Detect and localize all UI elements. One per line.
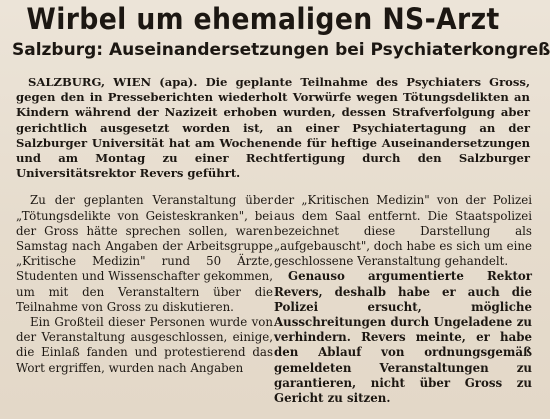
lead-paragraph: SALZBURG, WIEN (apa). Die geplante Teilnahme des Psychiaters Gross, gegen den in Presseberichten wiederholt Vorwürfe wegen Tötungsdelikten an Kindern während der Nazizeit erhoben wurden, dessen Strafverfolgung aber gerichtlich ausgesetzt worden ist, an einer Psychiatertagung an der Salzburger Universität hat am Wochenende für heftige Auseinandersetzungen und am Montag zu einer Rechtfertigung durch den Salzburger Universitätsrektor Revers geführt. (16, 75, 530, 181)
headline: Wirbel um ehemaligen NS-Arzt (26, 2, 500, 36)
column-right (274, 193, 532, 406)
subheadline: Salzburg: Auseinandersetzungen bei Psychiaterkongreß (12, 40, 550, 60)
body-paragraph: Ein Großteil dieser Personen wurde von der Veranstaltung ausgeschlossen, einige, die Einlaß fanden und protestierend das Wort ergriffen, wurden nach Angaben (16, 315, 273, 375)
column-left (16, 193, 273, 406)
body-paragraph: der „Kritischen Medizin" von der Polizei aus dem Saal entfernt. Die Staatspolizei bezeichnet diese Darstellung als „aufgebauscht", doch habe es sich um eine geschlossene Veranstaltung gehandelt. (274, 193, 532, 269)
body-paragraph: Genauso argumentierte Rektor Revers, deshalb habe er auch die Polizei ersucht, mögliche Ausschreitungen durch Ungeladene zu verhindern. Revers meinte, er habe den Ablauf von ordnungsgemäß gemeldeten Veranstaltungen zu garantieren, nicht über Gross zu Gericht zu sitzen. (274, 269, 532, 406)
body-paragraph: Zu der geplanten Veranstaltung über „Tötungsdelikte von Geisteskranken", bei der Gross hätte sprechen sollen, waren Samstag nach Angaben der Arbeitsgruppe „Kritische Medizin" rund 50 Ärzte, Studenten und Wissenschafter gekommen, um mit den Veranstaltern über die Teilnahme von Gross zu diskutieren. (16, 193, 273, 314)
body-columns (16, 193, 532, 406)
